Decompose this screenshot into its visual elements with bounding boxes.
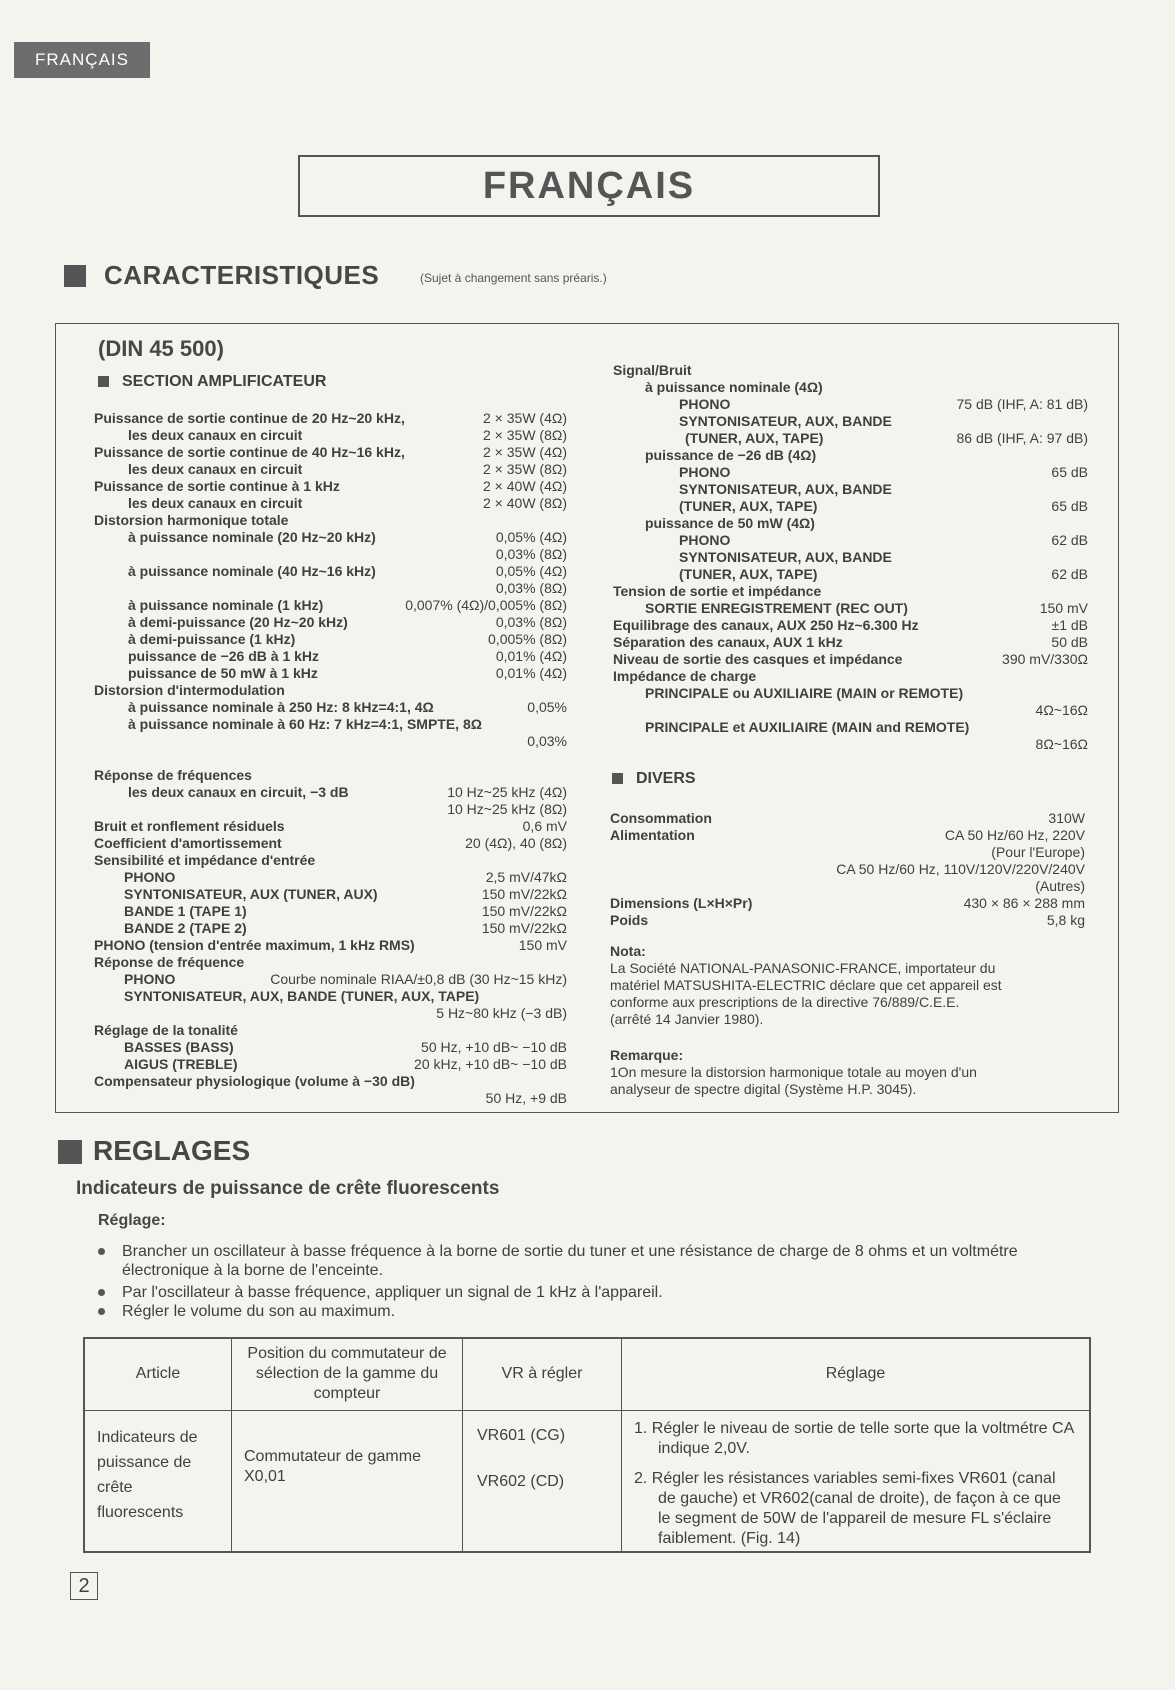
cell-vr	[463, 1410, 622, 1552]
spec-value: 10 Hz~25 kHz (8Ω)	[447, 801, 567, 817]
spec-label: Alimentation	[610, 827, 695, 843]
spec-value: 62 dB	[1051, 532, 1088, 548]
remarque-line: 1On mesure la distorsion harmonique totale au moyen d'un	[610, 1064, 977, 1080]
spec-value: 2,5 mV/47kΩ	[485, 869, 567, 885]
divers-title: DIVERS	[636, 770, 696, 787]
nota-line: (arrêté 14 Janvier 1980).	[610, 1011, 764, 1027]
spec-label: Impédance de charge	[613, 668, 757, 684]
spec-label: Bruit et ronflement résiduels	[94, 818, 285, 834]
spec-value: 50 dB	[1051, 634, 1088, 650]
header-position: Position du commutateur de sélection de la gamme du compteur	[232, 1338, 463, 1410]
cell-position: Commutateur de gamme X0,01	[232, 1410, 463, 1552]
specs-heading: CARACTERISTIQUES	[104, 260, 380, 290]
step-item: 2. Régler les résistances variables semi-fixes VR601 (canal de gauche) et VR602(canal de droite), de façon à ce que le segment de 50W de l'appareil de mesure FL s'éclaire faiblement. (Fig. 14)	[634, 1469, 1061, 1547]
spec-value: 0,03% (8Ω)	[495, 580, 567, 596]
spec-label: PHONO (tension d'entrée maximum, 1 kHz RMS)	[94, 937, 415, 953]
spec-label: PHONO	[124, 971, 176, 987]
adjustment-table	[83, 1337, 1091, 1553]
section-marker	[58, 1140, 82, 1164]
spec-value: 50 Hz, +10 dB~ −10 dB	[421, 1039, 567, 1055]
remarque-title: Remarque:	[610, 1047, 684, 1063]
language-tab: FRANÇAIS	[14, 42, 150, 78]
spec-label: Coefficient d'amortissement	[94, 835, 282, 851]
spec-label: à puissance nominale (1 kHz)	[128, 597, 324, 613]
spec-value: 62 dB	[1051, 566, 1088, 582]
spec-value: 65 dB	[1051, 464, 1088, 480]
spec-label: PHONO	[679, 464, 731, 480]
spec-label: PHONO	[124, 869, 176, 885]
spec-value: 310W	[1048, 810, 1085, 826]
spec-value: 0,007% (4Ω)/0,005% (8Ω)	[405, 597, 567, 613]
spec-label: Sensibilité et impédance d'entrée	[94, 852, 316, 868]
page-title: FRANÇAIS	[298, 155, 880, 217]
spec-label: puissance de 50 mW (4Ω)	[645, 515, 815, 531]
spec-label: PRINCIPALE ou AUXILIAIRE (MAIN or REMOTE)	[645, 685, 964, 701]
spec-label: SYNTONISATEUR, AUX, BANDE (TUNER, AUX, TAPE)	[124, 988, 480, 1004]
vr-left: VR601 (CG)	[477, 1426, 566, 1444]
page-number: 2	[70, 1572, 98, 1600]
spec-label: Distorsion harmonique totale	[94, 512, 289, 528]
spec-label: Réponse de fréquence	[94, 954, 245, 970]
spec-value: 75 dB (IHF, A: 81 dB)	[956, 396, 1088, 412]
spec-value: 0,03% (8Ω)	[495, 614, 567, 630]
spec-label: les deux canaux en circuit	[128, 495, 303, 511]
bullet-icon	[98, 1308, 105, 1315]
spec-label: SORTIE ENREGISTREMENT (REC OUT)	[645, 600, 908, 616]
spec-value: 86 dB (IHF, A: 97 dB)	[956, 430, 1088, 446]
instruction-text: Par l'oscillateur à basse fréquence, appliquer un signal de 1 kHz à l'appareil.	[122, 1284, 663, 1301]
spec-label: PRINCIPALE et AUXILIAIRE (MAIN and REMOTE)	[645, 719, 970, 735]
spec-label: Tension de sortie et impédance	[613, 583, 822, 599]
spec-label: Signal/Bruit	[613, 362, 692, 378]
spec-label: SYNTONISATEUR, AUX, BANDE	[679, 481, 892, 497]
amp-section-title: SECTION AMPLIFICATEUR	[122, 373, 327, 390]
header-article: Article	[84, 1338, 232, 1410]
spec-label: Séparation des canaux, AUX 1 kHz	[613, 634, 843, 650]
cell-steps	[622, 1410, 1091, 1552]
spec-value: CA 50 Hz/60 Hz, 220V	[944, 827, 1085, 843]
spec-label: (TUNER, AUX, TAPE)	[685, 430, 824, 446]
spec-label: Puissance de sortie continue de 20 Hz~20 kHz,	[94, 410, 405, 426]
table-row	[84, 1410, 1090, 1552]
spec-label: Puissance de sortie continue de 40 Hz~16 kHz,	[94, 444, 405, 460]
spec-label: à puissance nominale à 60 Hz: 7 kHz=4:1, SMPTE, 8Ω	[128, 716, 482, 732]
spec-value: 5,8 kg	[1046, 912, 1085, 928]
spec-label: PHONO	[679, 396, 731, 412]
spec-label: à puissance nominale (20 Hz~20 kHz)	[128, 529, 376, 545]
spec-label: (TUNER, AUX, TAPE)	[679, 566, 818, 582]
header-vr: VR à régler	[463, 1338, 622, 1410]
bullet-icon	[98, 1248, 105, 1255]
nota-line: La Société NATIONAL-PANASONIC-FRANCE, importateur du	[610, 960, 996, 976]
spec-value: 2 × 35W (8Ω)	[483, 427, 567, 443]
spec-value: 150 mV/22kΩ	[481, 920, 567, 936]
spec-value: 2 × 35W (8Ω)	[483, 461, 567, 477]
spec-label: Poids	[610, 912, 649, 928]
spec-label: Réglage de la tonalité	[94, 1022, 238, 1038]
spec-label: BANDE 2 (TAPE 2)	[124, 920, 247, 936]
spec-value: (Autres)	[1035, 878, 1085, 894]
spec-label: PHONO	[679, 532, 731, 548]
step-item: 1. Régler le niveau de sortie de telle sorte que la voltmétre CA indique 2,0V.	[634, 1419, 1074, 1457]
spec-label: à puissance nominale à 250 Hz: 8 kHz=4:1, 4Ω	[128, 699, 434, 715]
spec-value: 10 Hz~25 kHz (4Ω)	[447, 784, 567, 800]
spec-label: puissance de −26 dB à 1 kHz	[128, 648, 320, 664]
nota-title: Nota:	[610, 943, 646, 959]
spec-label: à puissance nominale (4Ω)	[645, 379, 823, 395]
spec-label: BANDE 1 (TAPE 1)	[124, 903, 247, 919]
header-reglage: Réglage	[622, 1338, 1091, 1410]
spec-label: Consommation	[610, 810, 712, 826]
spec-value: CA 50 Hz/60 Hz, 110V/120V/220V/240V	[836, 861, 1085, 877]
spec-label: Dimensions (L×H×Pr)	[610, 895, 753, 911]
spec-value: 150 mV/22kΩ	[481, 886, 567, 902]
spec-value: 50 Hz, +9 dB	[485, 1090, 567, 1106]
table-header-row	[84, 1338, 1090, 1410]
spec-label: à demi-puissance (20 Hz~20 kHz)	[128, 614, 348, 630]
spec-label: SYNTONISATEUR, AUX, BANDE	[679, 413, 892, 429]
spec-label: (TUNER, AUX, TAPE)	[679, 498, 818, 514]
din-standard: (DIN 45 500)	[98, 336, 224, 361]
spec-label: Réponse de fréquences	[94, 767, 252, 783]
section-marker	[98, 376, 109, 387]
spec-label: les deux canaux en circuit	[128, 427, 303, 443]
spec-label: AIGUS (TREBLE)	[124, 1056, 238, 1072]
spec-value: 150 mV	[518, 937, 567, 953]
spec-value: 0,01% (4Ω)	[495, 665, 567, 681]
instruction-text: Brancher un oscillateur à basse fréquence à la borne de sortie du tuner et une résistance de charge de 8 ohms et un voltmétre électronique à la borne de l'enceinte.	[122, 1243, 1018, 1279]
spec-value: 0,03%	[527, 733, 567, 749]
spec-value: 150 mV	[1039, 600, 1088, 616]
spec-label: SYNTONISATEUR, AUX (TUNER, AUX)	[124, 886, 378, 902]
spec-label: puissance de 50 mW à 1 kHz	[128, 665, 318, 681]
spec-value: 2 × 40W (4Ω)	[483, 478, 567, 494]
spec-value: 4Ω~16Ω	[1035, 702, 1088, 718]
spec-label: puissance de −26 dB (4Ω)	[645, 447, 817, 463]
spec-value: 20 (4Ω), 40 (8Ω)	[465, 835, 567, 851]
spec-value: 0,05% (4Ω)	[495, 563, 567, 579]
spec-value: 0,01% (4Ω)	[495, 648, 567, 664]
specs-note: (Sujet à changement sans préaris.)	[420, 271, 607, 285]
remarque-line: analyseur de spectre digital (Système H.P. 3045).	[610, 1081, 917, 1097]
cell-article: Indicateurs de puissance de crête fluorescents	[84, 1410, 232, 1552]
reglages-subtitle: Indicateurs de puissance de crête fluorescents	[76, 1178, 500, 1199]
spec-label: à demi-puissance (1 kHz)	[128, 631, 296, 647]
spec-value: 8Ω~16Ω	[1035, 736, 1088, 752]
spec-value: 2 × 35W (4Ω)	[483, 410, 567, 426]
spec-label: Niveau de sortie des casques et impédance	[613, 651, 903, 667]
spec-value: 0,05%	[527, 699, 567, 715]
nota-line: matériel MATSUSHITA-ELECTRIC déclare que cet appareil est	[610, 977, 1002, 993]
spec-value: 0,005% (8Ω)	[488, 631, 567, 647]
spec-label: les deux canaux en circuit	[128, 461, 303, 477]
section-marker	[64, 265, 86, 287]
bullet-icon	[98, 1289, 105, 1296]
spec-value: 430 × 86 × 288 mm	[963, 895, 1085, 911]
spec-label: Equilibrage des canaux, AUX 250 Hz~6.300 Hz	[613, 617, 919, 633]
spec-value: 2 × 40W (8Ω)	[483, 495, 567, 511]
spec-value: 65 dB	[1051, 498, 1088, 514]
spec-value: 0,05% (4Ω)	[495, 529, 567, 545]
spec-value: 0,6 mV	[522, 818, 567, 834]
spec-label: Compensateur physiologique (volume à −30 dB)	[94, 1073, 415, 1089]
nota-line: conforme aux prescriptions de la directive 76/889/C.E.E.	[610, 994, 960, 1010]
spec-value: 0,03% (8Ω)	[495, 546, 567, 562]
spec-label: à puissance nominale (40 Hz~16 kHz)	[128, 563, 376, 579]
spec-value: 150 mV/22kΩ	[481, 903, 567, 919]
spec-label: BASSES (BASS)	[124, 1039, 234, 1055]
spec-value: 390 mV/330Ω	[1002, 651, 1088, 667]
section-marker	[612, 773, 623, 784]
spec-value: 20 kHz, +10 dB~ −10 dB	[414, 1056, 567, 1072]
reglage-label: Réglage:	[98, 1212, 166, 1229]
spec-label: Distorsion d'intermodulation	[94, 682, 285, 698]
spec-value: ±1 dB	[1051, 617, 1088, 633]
spec-label: les deux canaux en circuit, −3 dB	[128, 784, 349, 800]
spec-label: Puissance de sortie continue à 1 kHz	[94, 478, 340, 494]
spec-value: 5 Hz~80 kHz (−3 dB)	[436, 1005, 567, 1021]
spec-label: SYNTONISATEUR, AUX, BANDE	[679, 549, 892, 565]
instruction-text: Régler le volume du son au maximum.	[122, 1303, 396, 1320]
spec-value: 2 × 35W (4Ω)	[483, 444, 567, 460]
vr-right: VR602 (CD)	[477, 1472, 565, 1490]
spec-value: Courbe nominale RIAA/±0,8 dB (30 Hz~15 kHz)	[270, 971, 567, 987]
spec-value: (Pour l'Europe)	[991, 844, 1085, 860]
reglages-heading: REGLAGES	[93, 1135, 251, 1166]
